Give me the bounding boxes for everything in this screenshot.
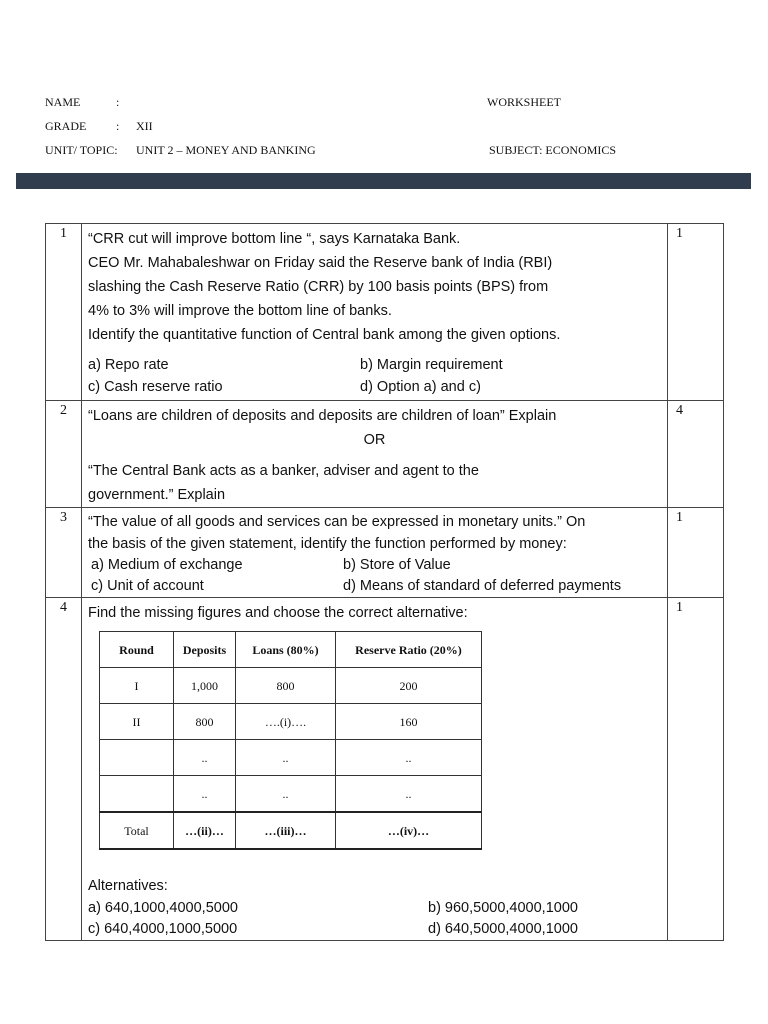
name-label: NAME: [45, 95, 81, 109]
questions-table: [45, 223, 724, 941]
table-row: [100, 776, 482, 813]
options-grid: [88, 898, 661, 940]
question-number: 2: [46, 401, 82, 508]
question-marks: 1: [668, 598, 724, 941]
unit-value: UNIT 2 – MONEY AND BANKING: [136, 143, 316, 157]
question-number: 4: [46, 598, 82, 941]
option-d: d) Option a) and c): [360, 379, 481, 395]
column-header: Reserve Ratio (20%): [336, 632, 482, 668]
credit-creation-table: [99, 631, 482, 850]
grade-value: XII: [136, 119, 153, 133]
option-c: c) Cash reserve ratio: [88, 379, 223, 395]
subject-label: SUBJECT: ECONOMICS: [489, 143, 617, 157]
table-cell: ..: [236, 740, 336, 776]
table-row: [100, 668, 482, 704]
question-text: “The Central Bank acts as a banker, adviser and agent to the: [88, 463, 479, 479]
table-cell: ..: [174, 740, 236, 776]
grade-separator: :: [116, 119, 120, 133]
worksheet-title: WORKSHEET: [487, 95, 561, 109]
option-c: c) 640,4000,1000,5000: [88, 921, 238, 937]
question-number: 1: [46, 224, 82, 401]
question-text: the basis of the given statement, identify the function performed by money:: [88, 536, 567, 552]
table-cell: [100, 740, 174, 776]
question-text: slashing the Cash Reserve Ratio (CRR) by 100 basis points (BPS) from: [88, 279, 549, 295]
question-text: government.” Explain: [88, 487, 226, 503]
table-cell: [100, 776, 174, 813]
or-divider: OR: [363, 432, 386, 448]
option-d: d) Means of standard of deferred payments: [343, 578, 622, 594]
table-cell: Total: [100, 812, 174, 849]
question-text: 4% to 3% will improve the bottom line of banks.: [88, 303, 392, 319]
option-d: d) 640,5000,4000,1000: [428, 921, 578, 937]
table-total-row: [100, 812, 482, 849]
table-cell: II: [100, 704, 174, 740]
header-divider-band: [16, 173, 751, 189]
column-header: Deposits: [174, 632, 236, 668]
option-a: a) Medium of exchange: [91, 557, 243, 573]
question-text: Identify the quantitative function of Central bank among the given options.: [88, 327, 561, 343]
table-cell: 200: [336, 668, 482, 704]
question-text: “The value of all goods and services can be expressed in monetary units.” On: [88, 514, 586, 530]
table-cell: 800: [174, 704, 236, 740]
table-cell: I: [100, 668, 174, 704]
table-cell: 1,000: [174, 668, 236, 704]
table-cell: ..: [336, 776, 482, 813]
table-cell: ..: [174, 776, 236, 813]
table-row: [100, 704, 482, 740]
question-row-1: [46, 224, 724, 401]
column-header: Round: [100, 632, 174, 668]
question-number: 3: [46, 508, 82, 598]
option-b: b) Margin requirement: [360, 357, 503, 373]
question-text: “Loans are children of deposits and deposits are children of loan” Explain: [88, 408, 557, 424]
table-cell: …(ii)…: [174, 812, 236, 849]
question-text: CEO Mr. Mahabaleshwar on Friday said the Reserve bank of India (RBI): [88, 255, 553, 271]
question-marks: 1: [668, 224, 724, 401]
table-cell: 800: [236, 668, 336, 704]
column-header: Loans (80%): [236, 632, 336, 668]
option-b: b) Store of Value: [343, 557, 451, 573]
table-row: [100, 740, 482, 776]
question-row-3: [46, 508, 724, 598]
table-cell: …(iv)…: [336, 812, 482, 849]
unit-label: UNIT/ TOPIC:: [45, 143, 118, 157]
table-cell: …(iii)…: [236, 812, 336, 849]
table-cell: 160: [336, 704, 482, 740]
options-grid: [88, 354, 661, 398]
question-marks: 4: [668, 401, 724, 508]
question-row-2: [46, 401, 724, 508]
question-text: Find the missing figures and choose the correct alternative:: [88, 605, 468, 621]
table-cell: ..: [336, 740, 482, 776]
option-b: b) 960,5000,4000,1000: [428, 900, 578, 916]
alternatives-label: Alternatives:: [88, 878, 168, 894]
question-body: [82, 508, 668, 598]
grade-label: GRADE: [45, 119, 87, 133]
table-cell: ..: [236, 776, 336, 813]
question-row-4: [46, 598, 724, 941]
table-cell: ….(i)….: [236, 704, 336, 740]
option-a: a) 640,1000,4000,5000: [88, 900, 238, 916]
question-marks: 1: [668, 508, 724, 598]
table-header-row: [100, 632, 482, 668]
question-body: [82, 224, 668, 401]
question-text: “CRR cut will improve bottom line “, says Karnataka Bank.: [88, 231, 461, 247]
question-body: [82, 401, 668, 508]
name-separator: :: [116, 95, 120, 109]
question-body: [82, 598, 668, 941]
option-a: a) Repo rate: [88, 357, 169, 373]
option-c: c) Unit of account: [91, 578, 204, 594]
options-grid: [88, 555, 661, 597]
